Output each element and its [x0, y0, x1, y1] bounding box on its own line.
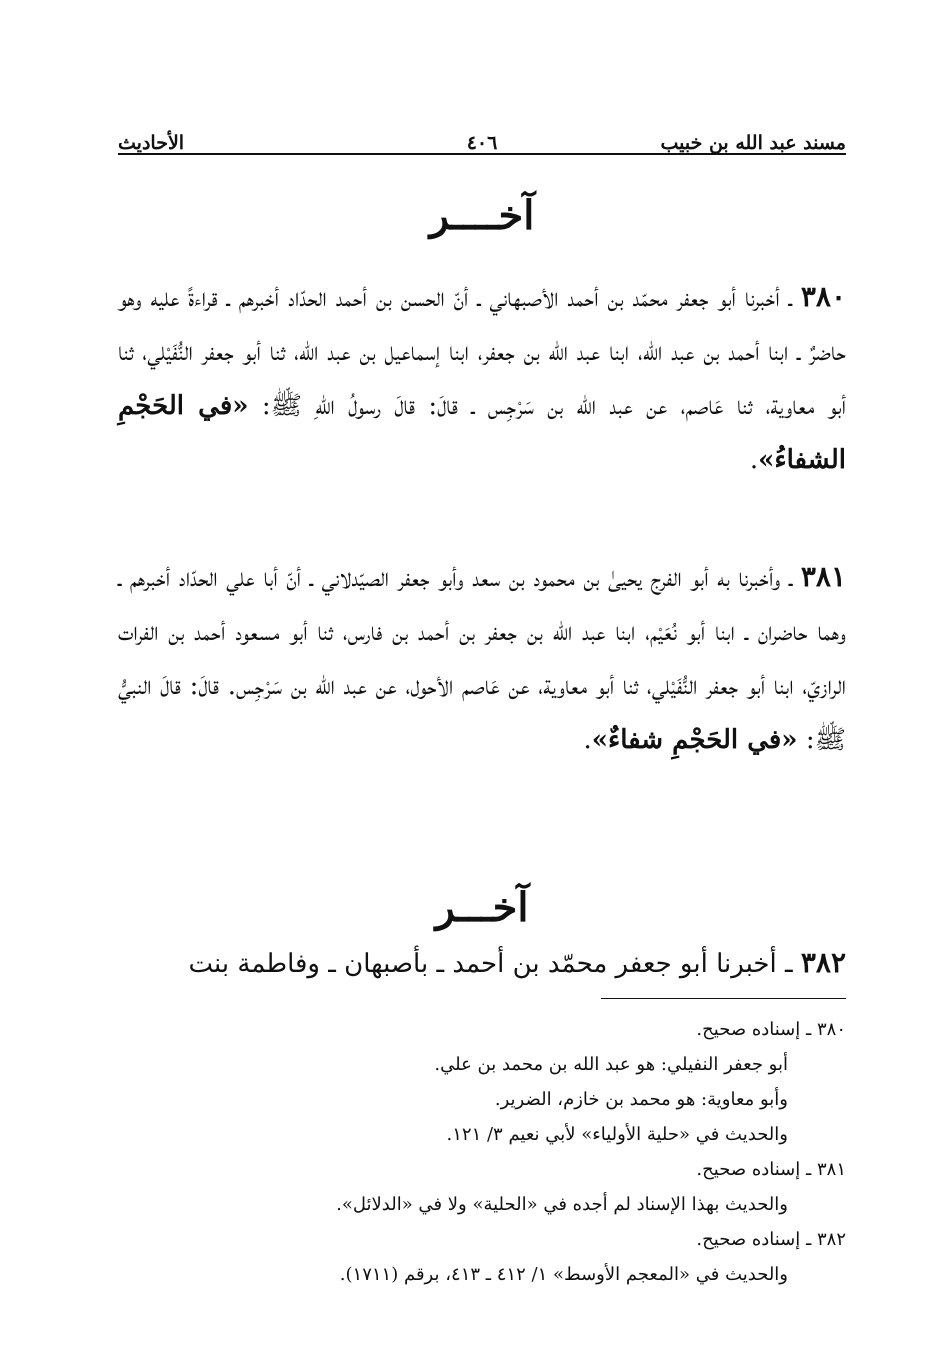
footnote-line: والحديث بهذا الإسناد لم أجده في «الحلية» ولا في «الدلائل».	[336, 1194, 788, 1215]
footnote-line: والحديث في «المعجم الأوسط» ١/ ٤١٢ ـ ٤١٣، برقم (١٧١١).	[339, 1264, 788, 1285]
running-header	[118, 118, 846, 154]
hadith-text: ـ أخبرنا أبو جعفر محمّد بن أحمد ـ بأصبهان ـ وفاطمة بنت	[188, 949, 793, 979]
hadith-number: ٣٨٠	[800, 280, 847, 313]
section-title: آخــــر	[429, 192, 535, 239]
footnotes	[118, 1012, 846, 1292]
hadith-end: .	[749, 445, 759, 475]
hadith-number: ٣٨١	[800, 560, 846, 593]
footnote-rule	[601, 998, 846, 999]
hadith-380	[118, 270, 846, 487]
hadith-number: ٣٨٢	[800, 946, 846, 979]
hadith-quote: «في الحَجْمِ شفاءٌ»	[591, 725, 798, 755]
hadith-381	[118, 550, 846, 767]
header-rule	[118, 153, 846, 155]
footnote-line: ٣٨٢ ـ إسناده صحيح.	[696, 1229, 846, 1250]
footnote-line: ٣٨١ ـ إسناده صحيح.	[696, 1159, 846, 1180]
header-section-title: الأحاديث	[118, 132, 185, 154]
footnote-line: والحديث في «حلية الأولياء» لأبي نعيم ٣/ ١٢١.	[446, 1124, 788, 1145]
hadith-text: ـ أخبرنا أبو جعفر محمّد بن أحمد الأصبهاني ـ أنّ الحسن بن أحمد الحدّاد أخبرهم ـ قراءةً عليه وهو حاضرٌ ـ ابنا أحمد بن عبد الله، ابنا عبد الله بن جعفر، ابنا إسماعيل بن عبد الله، ثنا أبو جعفر النُّفَيْلي، ثنا أبو معاوية، ثنا عَاصم، عن عبد الله بن سَرْجِس ـ قالَ: قالَ رسولُ اللّهِ ﷺ:	[118, 283, 846, 421]
section-title: آخـــر	[435, 884, 529, 931]
hadith-382	[118, 936, 846, 991]
header-book-title: مسند عبد الله بن خبيب	[660, 132, 846, 154]
footnote-line: وأبو معاوية: هو محمد بن خازم، الضرير.	[494, 1089, 788, 1110]
hadith-quote: «في الحَجْمِ الشفاءُ»	[118, 391, 846, 475]
hadith-text: ـ وأخبرنا به أبو الفرج يحيىٰ بن محمود بن سعد وأبو جعفر الصيّدلاني ـ أنّ أبا علي الحدّاد أخبرهم ـ وهما حاضران ـ ابنا أبو نُعَيْم، ابنا عبد الله بن جعفر بن أحمد بن فارس، ثنا أبو مسعود أحمد بن الفرات الرازيّ، ابنا أبو جعفر النُّفَيْلي، ثنا أبو معاوية، عن عَاصم الأحول، عن عبد الله بن سَرْجِس. قالَ: قالَ النبيُّ ﷺ:	[118, 563, 846, 755]
page-number: ٤٠٦	[466, 132, 498, 154]
hadith-end: .	[583, 725, 592, 755]
footnote-line: أبو جعفر النفيلي: هو عبد الله بن محمد بن علي.	[434, 1054, 788, 1075]
footnote-line: ٣٨٠ ـ إسناده صحيح.	[696, 1019, 846, 1040]
